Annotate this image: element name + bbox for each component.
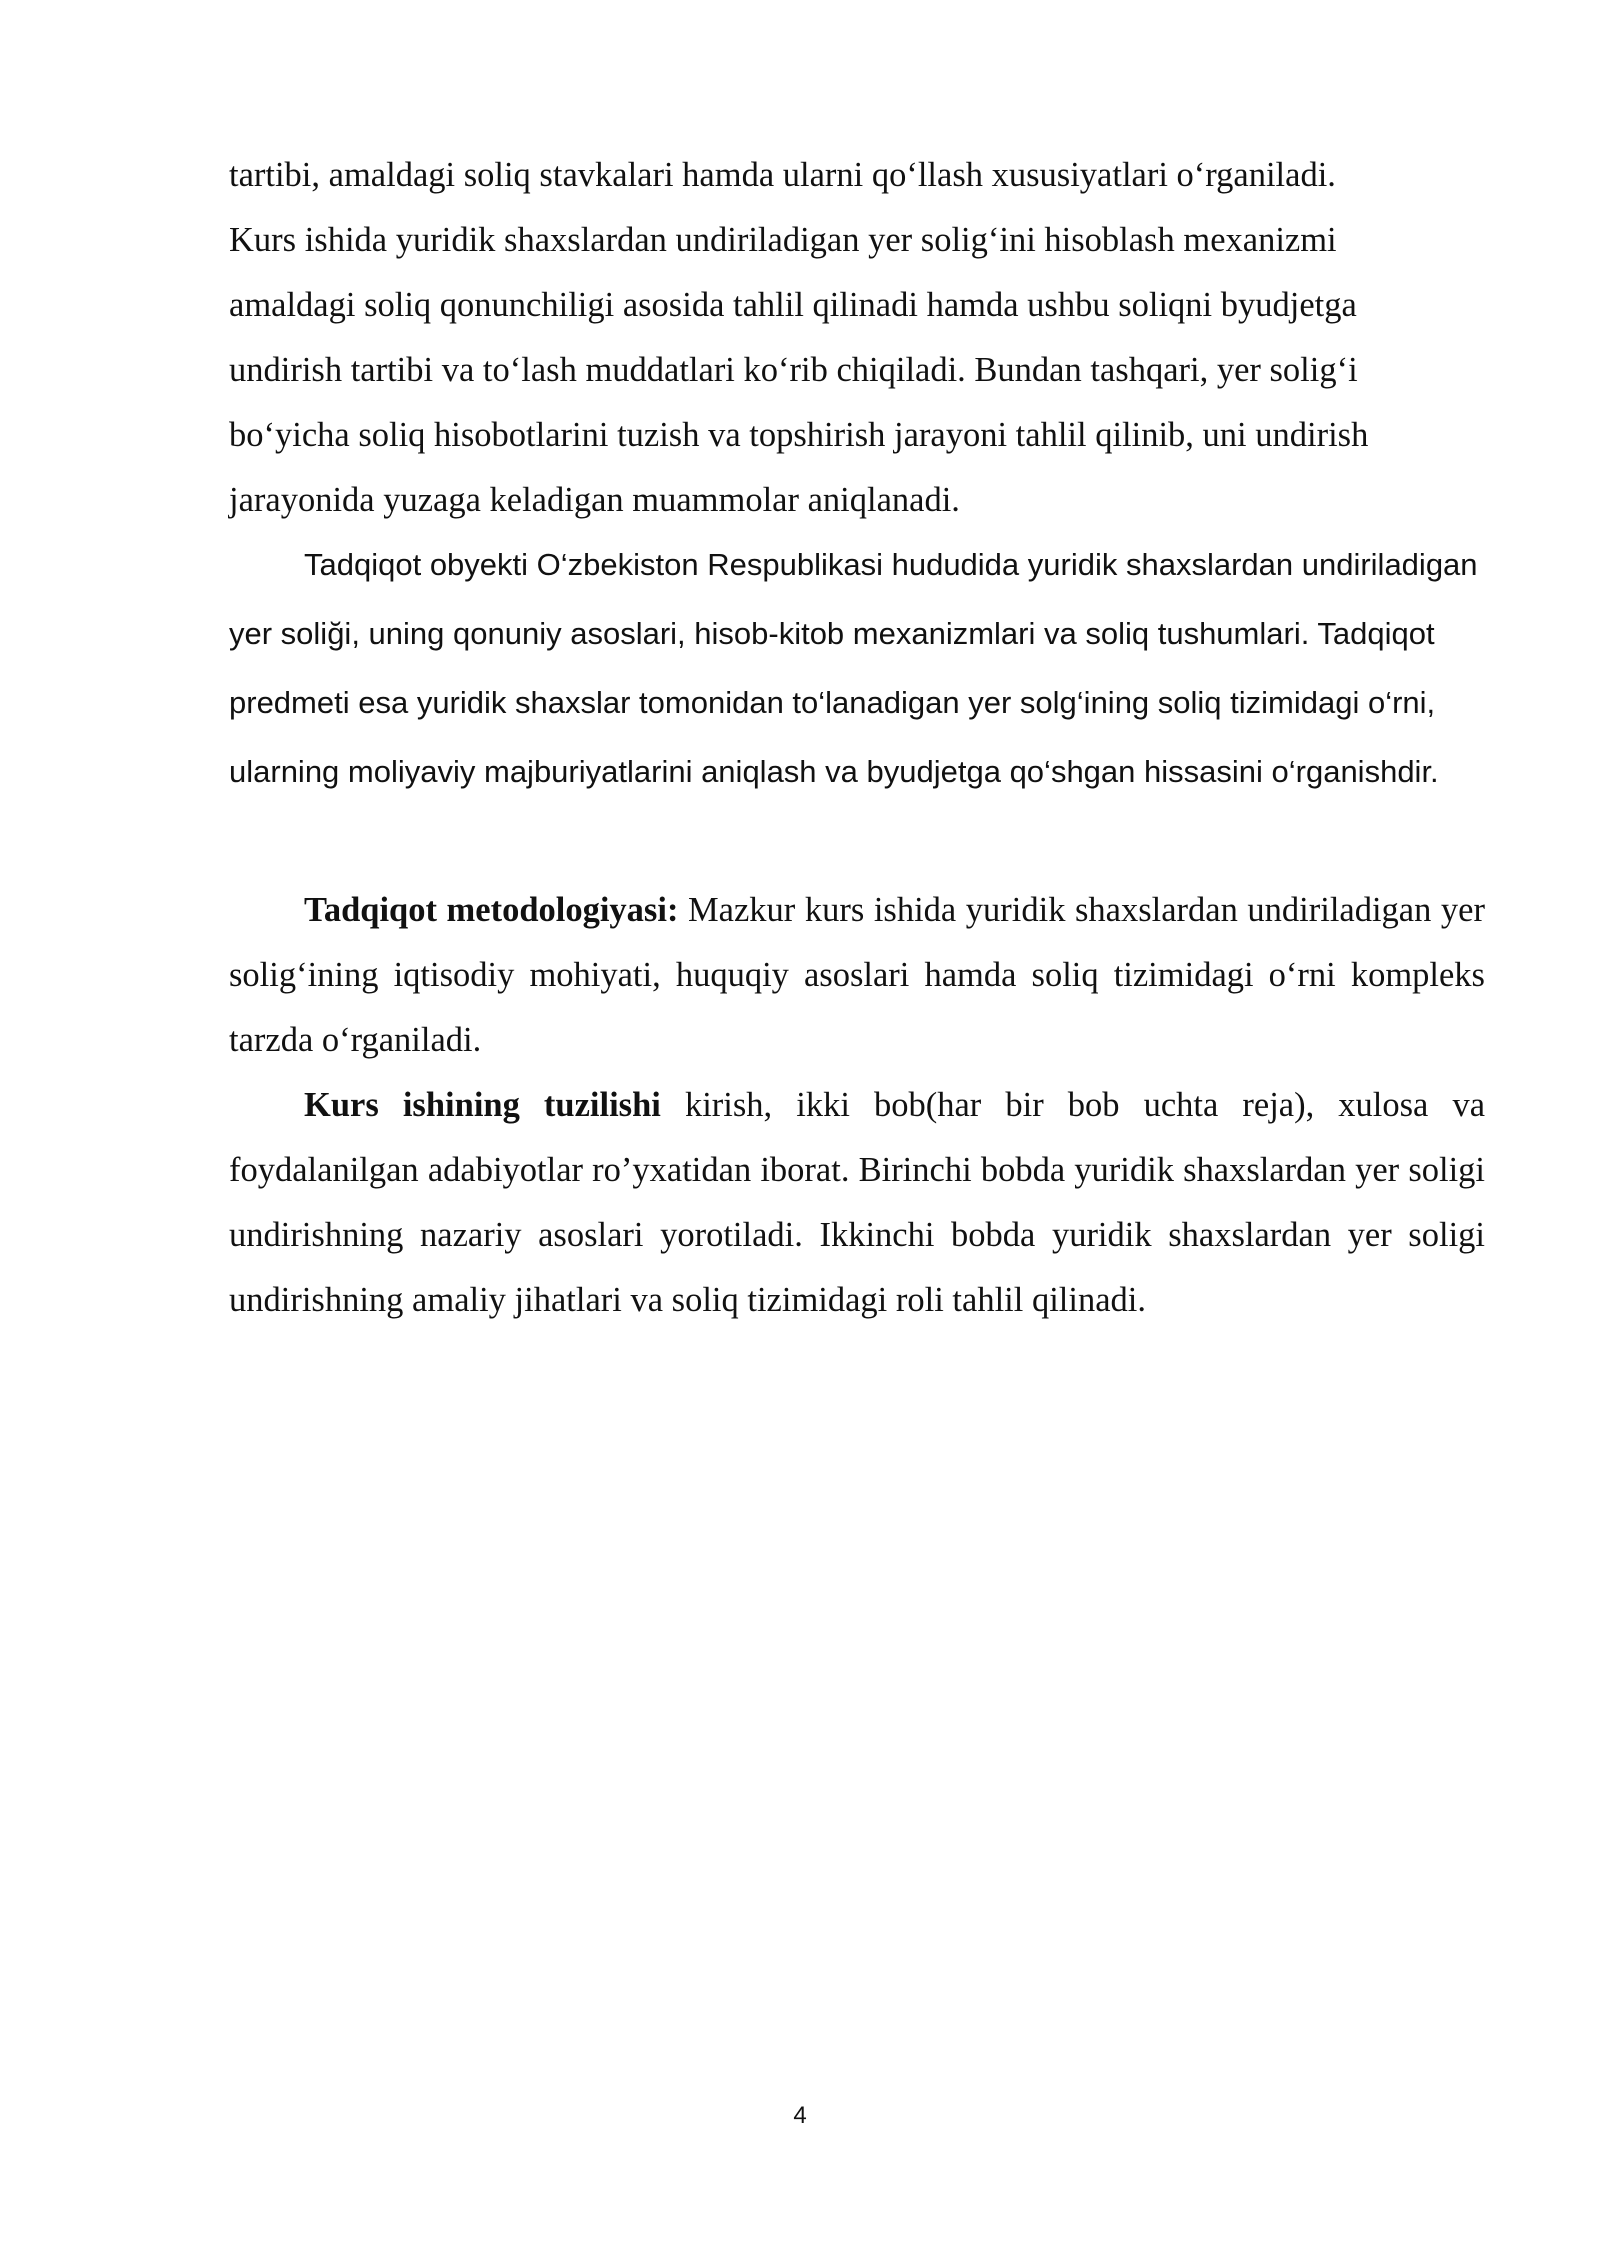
intro-line: bo‘yicha soliq hisobotlarini tuzish va topshirish jarayoni tahlil qilinib, uni undirish [229, 416, 1369, 454]
intro-line: undirish tartibi va to‘lash muddatlari ko‘rib chiqiladi. Bundan tashqari, yer solig‘i [229, 351, 1358, 389]
methodology-label: Tadqiqot metodologiyasi: [304, 891, 679, 929]
structure-paragraph [229, 1073, 1485, 1333]
intro-line: Kurs ishida yuridik shaxslardan undiriladigan yer solig‘ini hisoblash mexanizmi [229, 221, 1337, 259]
structure-label: Kurs ishining tuzilishi [304, 1086, 661, 1124]
intro-line: amaldagi soliq qonunchiligi asosida tahlil qilinadi hamda ushbu soliqni byudjetga [229, 286, 1357, 324]
methodology-paragraph [229, 878, 1485, 1073]
intro-line: tartibi, amaldagi soliq stavkalari hamda ularni qo‘llash xususiyatlari o‘rganiladi. [229, 156, 1336, 194]
page-number: 4 [793, 2102, 807, 2129]
methodology-text: Mazkur kurs ishida yuridik shaxslardan undiriladigan yer solig‘ining iqtisodiy mohiyati, huquqiy asoslari hamda soliq tizimidagi o‘rni kompleks tarzda o‘rganiladi. [229, 891, 1485, 1059]
structure-text: kirish, ikki bob(har bir bob uchta reja), xulosa va foydalanilgan adabiyotlar ro’yxatidan iborat. Birinchi bobda yuridik shaxslardan yer soligi undirishning nazariy asoslari yorotiladi. Ikkinchi bobda yuridik shaxslardan yer soligi undirishning amaliy jihatlari va soliq tizimidagi roli tahlil qilinadi. [229, 1086, 1486, 1319]
intro-line: jarayonida yuzaga keladigan muammolar aniqlanadi. [229, 481, 960, 519]
intro-paragraph [229, 143, 1485, 533]
research-object-paragraph: Tadqiqot obyekti O‘zbekiston Respublikasi hududida yuridik shaxslardan undiriladigan yer soliği, uning qonuniy asoslari, hisob-kitob mexanizmlari va soliq tushumlari. Tadqiqot predmeti esa yuridik shaxslar tomonidan to‘lanadigan yer solg‘ining soliq tizimidagi o‘rni, ularning moliyaviy majburiyatlarini aniqlash va byudjetga qo‘shgan hissasini o‘rganishdir. [229, 547, 1478, 789]
